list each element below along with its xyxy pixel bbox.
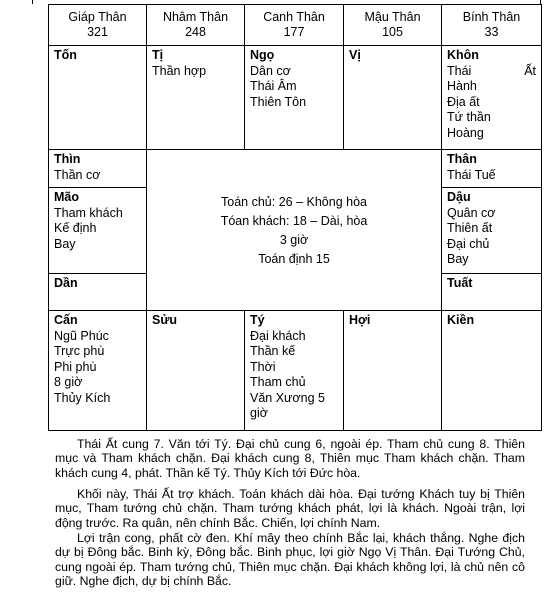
bottom-palace-row <box>49 311 542 431</box>
palace-mao: Mão Tham khách Kế định Bay <box>49 188 147 274</box>
paragraph-1: Thái Ất cung 7. Văn tới Tý. Đại chủ cung 6, ngoài ép. Tham chủ cung 8. Thiên mục và Tham khách chặn. Đại khách cung 8, Thiên mục Tham khách chặn. Tham khách cung 4, phát. Thần kế Tý. Thủy Kích tới Đức hòa. <box>55 437 525 480</box>
top-palace-row <box>49 46 542 150</box>
header-row <box>49 5 542 46</box>
palace-ton: Tốn <box>49 46 147 150</box>
header-cell: Giáp Thân 321 <box>49 5 147 46</box>
palace-ngo: Ngọ Dân cơ Thái Âm Thiên Tôn <box>245 46 344 150</box>
header-cell: Mậu Thân 105 <box>344 5 442 46</box>
center-line: 3 giờ <box>279 233 309 247</box>
header-cell: Canh Thân 177 <box>245 5 344 46</box>
palace-vi: Vị <box>344 46 442 150</box>
middle-row-1 <box>49 150 542 188</box>
palace-ti: Tị Thần hợp <box>147 46 245 150</box>
palace-hoi: Hợi <box>344 311 442 431</box>
palace-can: Cấn Ngũ Phúc Trực phù Phi phù 8 giờ Thủy Kích <box>49 311 147 431</box>
top-left-rule <box>32 0 33 4</box>
palace-than: Thân Thái Tuế <box>442 150 542 188</box>
palace-ty: Tý Đại khách Thần kế Thời Tham chủ Văn Xương 5 giờ <box>245 311 344 431</box>
palace-thin: Thìn Thần cơ <box>49 150 147 188</box>
center-line: Toán chủ: 26 – Không hòa <box>221 195 367 209</box>
paragraph-3: Lợi trận cong, phất cờ đen. Khí mây theo chính Bắc lại, khách thắng. Nghe địch dự bị Đông bắc. Binh kỳ, Đông bắc. Binh phục, lợi giờ Ngọ Vị Thân. Đại Tướng Chủ, cung ngoài ép. Tham tướng chủ, Thiên mục chặn. Đại khách không lợi, là chủ nên cô giữ. Nghe địch, dự bị chính Bắc. <box>55 531 525 589</box>
center-line: Toán định 15 <box>258 252 330 266</box>
paragraph-2: Khối này, Thái Ất trợ khách. Toán khách dài hòa. Đại tướng Khách tuy bị Thiên mục, Tham tướng chủ chặn. Tham tướng khách phát, lợi là khách. Ngoài trận, lợi động trước. Ra quân, nên chính Bắc. Chiến, lợi chính Nam. <box>55 487 525 530</box>
center-line: Tóan khách: 18 – Dài, hòa <box>220 214 368 228</box>
palace-dau: Dậu Quân cơ Thiên ất Đại chủ Bay <box>442 188 542 274</box>
palace-khon: Khôn Thái Ất Hành Địa ất Tứ thần Hoàng <box>442 46 542 150</box>
center-computation <box>147 150 442 311</box>
palace-tuat: Tuất <box>442 274 542 311</box>
header-cell: Nhâm Thân 248 <box>147 5 245 46</box>
header-cell: Bính Thân 33 <box>442 5 542 46</box>
palace-suu: Sửu <box>147 311 245 431</box>
palace-kien: Kiền <box>442 311 542 431</box>
palace-dan: Dần <box>49 274 147 311</box>
thai-at-chart-table <box>48 4 542 431</box>
